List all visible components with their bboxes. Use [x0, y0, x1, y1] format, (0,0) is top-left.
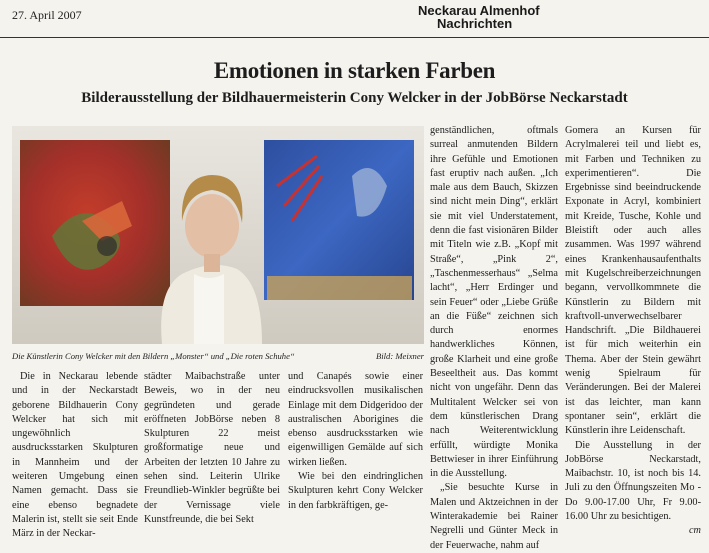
header-rule: [0, 37, 709, 38]
paragraph: Gomera an Kursen für Acrylmalerei teil und liebt es, mit Farben und Techniken zu experimentieren“. Die Ergebnisse sind beeindruckende Exponate in Acryl, kombiniert mit Kreide, Tusche, Kohle und Bleistift oder auch alles zusammen. Was 1997 während eines Krankenhausaufenthalts mit Kugelschreiberzeichnungen begann, vervollkommnete die Künstlerin zu Bildern mit kraftvoll-unverwechselbarer Handschrift. „Die Bildhauerei ist für mich weiterhin ein Thema. Aber der Stein gewährt wenig Spielraum für Veränderungen. Bei der Malerei ist das leichter, man kann spontaner sein“, erklärt die Künstlerin ihre Leidenschaft.: [565, 125, 701, 437]
paragraph: Die in Neckarau lebende und in der Neckarstadt geborene Bildhauerin Cony Welcker hat sich mit ungewöhnlich ausdrucksstarken Skulpturen in Mannheim und der weiteren Umgebung einen Namen gemacht. Dass sie eine ebenso begnadete Malerin ist, stellt sie seit Ende März in der Neckar-: [12, 371, 138, 540]
masthead: [418, 4, 540, 30]
article-column-4: [430, 124, 558, 553]
paragraph: genständlichen, oftmals surreal anmutenden Bildern ihre Gefühle und Emotionen fast eruptiv nach außen. „Ich male aus dem Bauch, Skizzen sind nicht mein Ding“, erklärt sie mit viel Understatement, denn die fast visionären Bilder mit Titeln wie z.B. „Kopf mit Straße“, „Pink 2“, „Taschenmesserhaus“ „Selma lacht“, „Herr Erdinger und sein Feuer“ oder „Liebe Grüße an die Füße“ zeichnen sich durch enormes handwerkliches Können, große Klarheit und eine große Beseeltheit aus. Das kommt nicht von ungefähr. Denn das Multitalent Welcker sei von dem künstlerischen Drang nach Weiterentwicklung erfüllt, würdigte Monika Bettwieser in ihrer Einführung in die Ausstellung.: [430, 125, 558, 480]
article-column-3: [288, 370, 423, 513]
subheadline: Bilderausstellung der Bildhauermeisterin Cony Welcker in der JobBörse Neckarstadt: [81, 90, 628, 106]
masthead-title: Neckarau Almenhof: [418, 3, 540, 18]
paragraph: Die Ausstellung in der JobBörse Neckarstadt, Maibachstr. 10, ist noch bis 14. Juli zu den Öffnungszeiten Mo - Do 9.00-17.00 Uhr, Fr 9.00-16.00 Uhr zu besichtigen.: [565, 439, 701, 523]
article-photo: [12, 126, 424, 344]
article-column-2: [144, 370, 280, 527]
paragraph: und Canapés sowie einer eindrucksvollen musikalischen Einlage mit dem Didgeridoo der australischen Aborigines die ebenso ausdrucksstarken wie eigenwilligen Gemälde auf sich wirken ließen.: [288, 371, 423, 468]
headline: Emotionen in starken Farben: [213, 58, 496, 83]
paragraph: Wie bei den eindringlichen Skulpturen kehrt Cony Welcker in den farbkräftigen, ge-: [288, 471, 423, 511]
issue-date: 27. April 2007: [12, 8, 82, 22]
caption-text: Die Künstlerin Cony Welcker mit den Bildern „Monster“ und „Die roten Schuhe“: [12, 351, 295, 361]
article-column-5: [565, 124, 701, 539]
photo-credit: Bild: Meixner: [376, 351, 424, 361]
paragraph: „Sie besuchte Kurse in Malen und Aktzeichnen in der Winterakademie bei Rainer Negrelli und Günter Meck in der Feuerwache, nahm auf: [430, 482, 558, 551]
article-column-1: [12, 370, 138, 542]
photo-illustration: [12, 126, 424, 344]
paragraph: städter Maibachstraße unter Beweis, wo in der neu gegründeten und gerade eröffneten JobBörse neben 8 Skulpturen 22 meist großformatige neue und Arbeiten der letzten 10 Jahre zu sehen sind. Leiterin Ulrike Freundlieb-Winkler begrüßte bei der Vernissage viele Kunstfreunde, die bei Sekt: [144, 371, 280, 525]
photo-caption: [12, 351, 424, 361]
masthead-subtitle: Nachrichten: [437, 16, 513, 31]
author-signature: cm: [688, 525, 701, 537]
